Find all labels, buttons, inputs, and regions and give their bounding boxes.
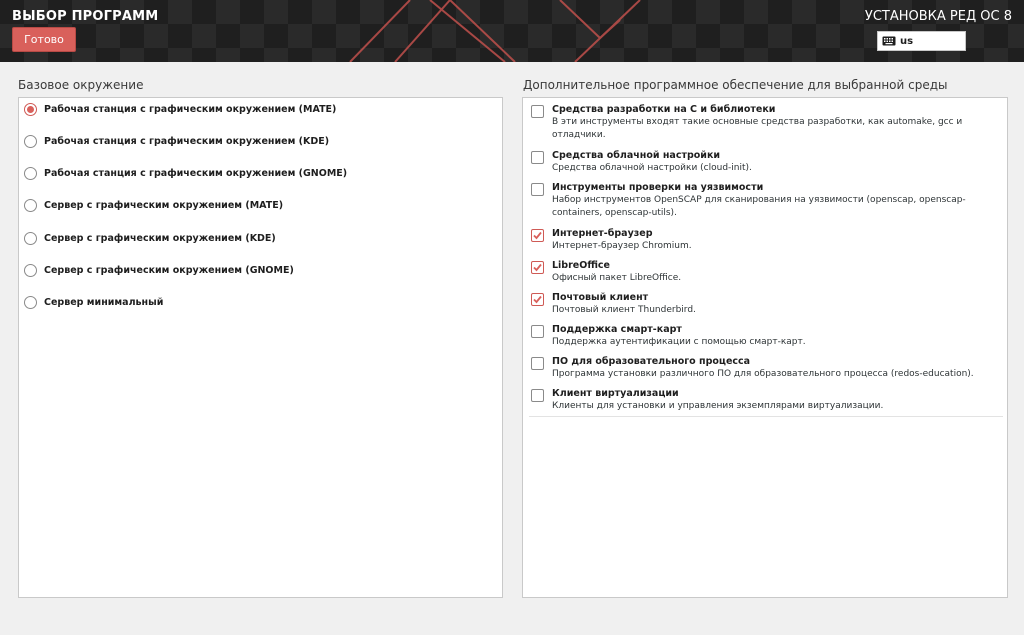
addon-checkbox[interactable] xyxy=(531,325,544,338)
addon-description: Средства облачной настройки (cloud-init). xyxy=(552,163,752,173)
addon-checkbox-checked[interactable] xyxy=(531,229,544,242)
addon-description: Программа установки различного ПО для образовательного процесса (redos-education). xyxy=(552,369,974,379)
checkmark-icon xyxy=(533,231,542,240)
addon-description: Интернет-браузер Chromium. xyxy=(552,241,692,251)
addon-description: Клиенты для установки и управления экземплярами виртуализации. xyxy=(552,401,884,411)
addon-name: Инструменты проверки на уязвимости xyxy=(552,182,764,193)
addon-name: Клиент виртуализации xyxy=(552,388,679,399)
addon-description: Поддержка аутентификации с помощью смарт-карт. xyxy=(552,337,806,347)
env-item[interactable] xyxy=(24,163,347,183)
checkmark-icon xyxy=(533,263,542,272)
page-title: ВЫБОР ПРОГРАММ xyxy=(12,9,159,24)
keyboard-icon xyxy=(882,36,896,46)
env-item[interactable] xyxy=(24,228,276,248)
addon-description: Набор инструментов OpenSCAP для сканирования на уязвимости (openscap, openscap-containers, openscap-utils). xyxy=(552,195,966,218)
addon-name: LibreOffice xyxy=(552,260,610,271)
env-label: Сервер минимальный xyxy=(44,296,164,308)
addon-checkbox[interactable] xyxy=(531,357,544,370)
env-label: Сервер с графическим окружением (MATE) xyxy=(44,199,284,211)
env-item[interactable] xyxy=(24,99,336,119)
env-radio[interactable] xyxy=(24,103,37,116)
addon-description: Офисный пакет LibreOffice. xyxy=(552,273,682,283)
env-label: Сервер с графическим окружением (GNOME) xyxy=(44,264,294,276)
env-radio[interactable] xyxy=(24,135,37,148)
keyboard-layout-label: us xyxy=(900,35,914,47)
base-environment-list xyxy=(18,97,503,598)
env-radio[interactable] xyxy=(24,296,37,309)
checkmark-icon xyxy=(533,295,542,304)
addon-name: Средства разработки на С и библиотеки xyxy=(552,104,776,115)
env-item[interactable] xyxy=(24,131,329,151)
addon-name: Средства облачной настройки xyxy=(552,150,721,161)
env-radio[interactable] xyxy=(24,232,37,245)
addons-list xyxy=(522,97,1008,598)
addon-checkbox[interactable] xyxy=(531,151,544,164)
addons-heading: Дополнительное программное обеспечение для выбранной среды xyxy=(523,78,948,92)
base-environment-heading: Базовое окружение xyxy=(18,78,144,92)
env-label: Сервер с графическим окружением (KDE) xyxy=(44,232,276,244)
addon-description: Почтовый клиент Thunderbird. xyxy=(552,305,696,315)
addon-checkbox[interactable] xyxy=(531,389,544,402)
addon-name: ПО для образовательного процесса xyxy=(552,356,751,367)
env-radio[interactable] xyxy=(24,167,37,180)
addon-name: Поддержка смарт-карт xyxy=(552,324,682,335)
env-item[interactable] xyxy=(24,292,163,312)
header-bar xyxy=(0,0,1024,62)
env-item[interactable] xyxy=(24,260,294,280)
list-divider xyxy=(529,416,1003,417)
env-label: Рабочая станция с графическим окружением (KDE) xyxy=(44,135,330,147)
addon-checkbox[interactable] xyxy=(531,183,544,196)
addon-checkbox[interactable] xyxy=(531,105,544,118)
addon-name: Интернет-браузер xyxy=(552,228,653,239)
env-radio[interactable] xyxy=(24,199,37,212)
env-label: Рабочая станция с графическим окружением (GNOME) xyxy=(44,167,348,179)
env-label: Рабочая станция с графическим окружением (MATE) xyxy=(44,103,337,115)
product-title: УСТАНОВКА РЕД ОС 8 xyxy=(864,9,1012,24)
addon-checkbox-checked[interactable] xyxy=(531,293,544,306)
env-item[interactable] xyxy=(24,195,283,215)
addon-name: Почтовый клиент xyxy=(552,292,649,303)
addon-description: В эти инструменты входят такие основные средства разработки, как automake, gcc и отладчики. xyxy=(552,117,963,140)
addon-checkbox-checked[interactable] xyxy=(531,261,544,274)
env-radio[interactable] xyxy=(24,264,37,277)
keyboard-layout-indicator[interactable] xyxy=(877,31,966,51)
done-button[interactable]: Готово xyxy=(12,27,76,52)
